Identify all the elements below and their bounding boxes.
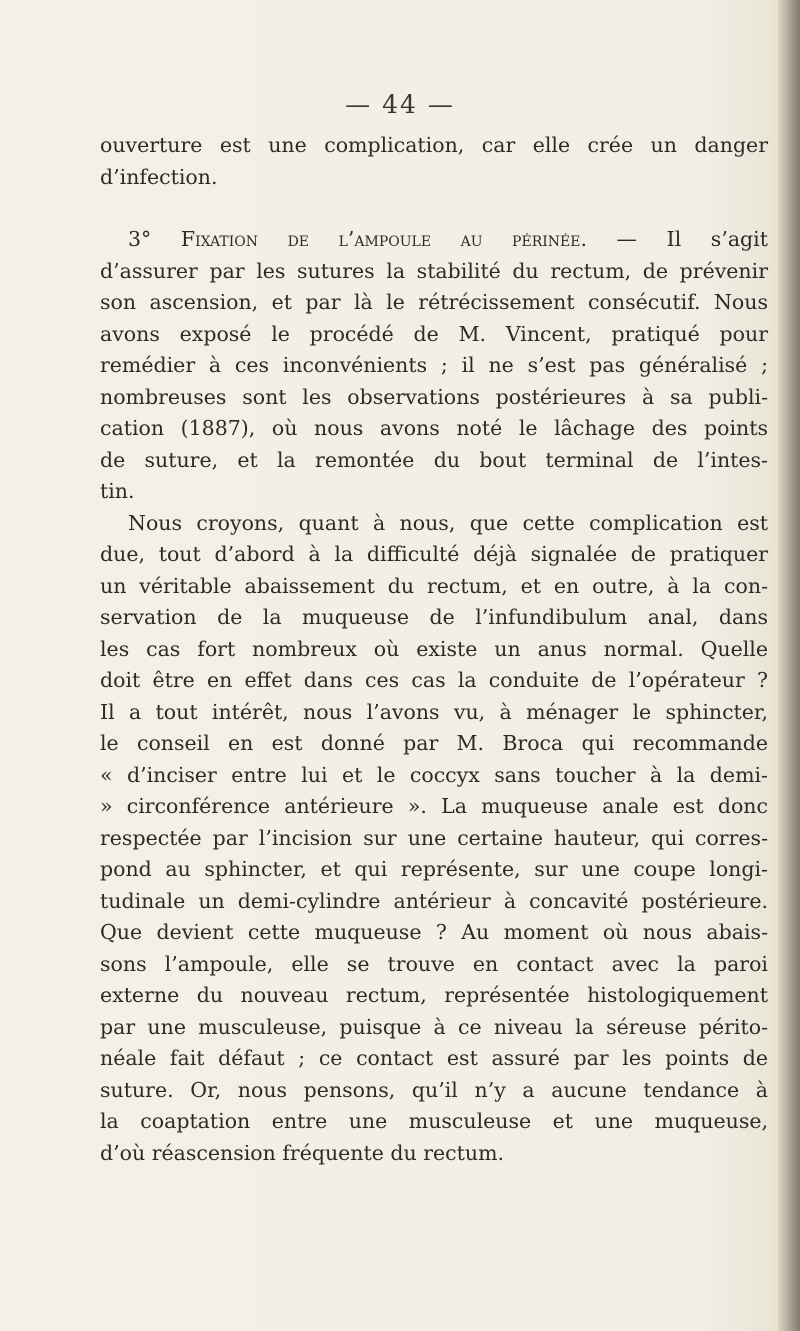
section-heading: Fixation de l’ampoule au périnée. bbox=[180, 227, 587, 251]
text-line: « d’inciser entre lui et le coccyx sans toucher à la demi- bbox=[100, 762, 768, 787]
text-line: avons exposé le procédé de M. Vincent, pratiqué pour bbox=[100, 321, 768, 346]
text-line: cation (1887), où nous avons noté le lâchage des points bbox=[100, 416, 768, 440]
text-line: Nous croyons, quant à nous, que cette complication est bbox=[128, 510, 768, 535]
text-line: néale fait défaut ; ce contact est assuré par les points de bbox=[100, 1046, 768, 1070]
body-text bbox=[100, 130, 768, 1169]
page-binding-edge bbox=[778, 0, 800, 1331]
section-lead-text: — Il s’agit bbox=[586, 227, 768, 251]
text-line: remédier à ces inconvénients ; il ne s’est pas généralisé ; bbox=[100, 353, 768, 377]
text-line: par une musculeuse, puisque à ce niveau la séreuse périto- bbox=[100, 1014, 768, 1039]
text-line: sons l’ampoule, elle se trouve en contact avec la paroi bbox=[100, 951, 768, 976]
text-line: le conseil en est donné par M. Broca qui recommande bbox=[100, 731, 768, 755]
text-line: d’où réascension fréquente du rectum. bbox=[100, 1140, 505, 1165]
text-line: de suture, et la remontée du bout terminal de l’intes- bbox=[100, 447, 768, 472]
text-line: suture. Or, nous pensons, qu’il n’y a aucune tendance à bbox=[100, 1077, 768, 1102]
text-line: son ascension, et par là le rétrécissement consécutif. Nous bbox=[100, 290, 768, 314]
text-line: un véritable abaissement du rectum, et en outre, à la con- bbox=[100, 573, 768, 598]
text-line: tudinale un demi-cylindre antérieur à concavité postérieure. bbox=[100, 888, 768, 913]
section-heading-line bbox=[100, 224, 768, 256]
text-line: les cas fort nombreux où existe un anus normal. Quelle bbox=[100, 636, 768, 661]
text-line: ouverture est une complication, car elle crée un danger bbox=[100, 133, 768, 157]
text-line: due, tout d’abord à la difficulté déjà signalée de pratiquer bbox=[100, 542, 768, 566]
text-line: Que devient cette muqueuse ? Au moment où nous abais- bbox=[100, 920, 768, 944]
text-line: pond au sphincter, et qui représente, sur une coupe longi- bbox=[100, 857, 768, 881]
text-line: respectée par l’incision sur une certaine hauteur, qui corres- bbox=[100, 825, 768, 850]
text-line: tin. bbox=[100, 479, 135, 503]
text-line: nombreuses sont les observations postérieures à sa publi- bbox=[100, 384, 768, 409]
text-line: externe du nouveau rectum, représentée histologiquement bbox=[100, 983, 768, 1007]
text-line: » circonférence antérieure ». La muqueuse anale est donc bbox=[100, 794, 768, 818]
text-line: la coaptation entre une musculeuse et une muqueuse, bbox=[100, 1109, 768, 1133]
text-line: Il a tout intérêt, nous l’avons vu, à ménager le sphincter, bbox=[100, 699, 768, 724]
text-line: d’assurer par les sutures la stabilité du rectum, de prévenir bbox=[100, 258, 768, 283]
text-line: servation de la muqueuse de l’infundibulum anal, dans bbox=[100, 605, 768, 629]
paragraph-gap bbox=[100, 193, 768, 224]
text-line: doit être en effet dans ces cas la conduite de l’opérateur ? bbox=[100, 668, 768, 692]
section-number: 3° bbox=[128, 227, 152, 251]
text-line: d’infection. bbox=[100, 164, 218, 189]
page-number: — 44 — bbox=[345, 90, 455, 119]
